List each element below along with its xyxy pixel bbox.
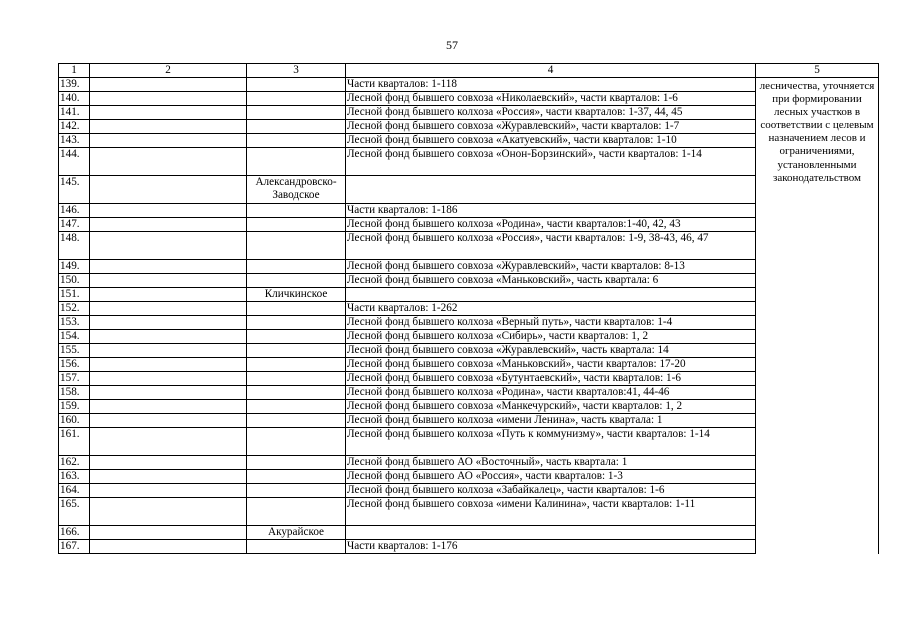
- column-header: 3: [247, 64, 346, 78]
- description-cell: Лесной фонд бывшего совхоза «Журавлевский», части кварталов: 8-13: [346, 260, 756, 274]
- table-row: [59, 78, 879, 92]
- description-cell: Лесной фонд бывшего колхоза «Россия», части кварталов: 1-9, 38-43, 46, 47: [346, 232, 756, 260]
- district-cell: [247, 274, 346, 288]
- district-cell: [247, 400, 346, 414]
- cell-col2: [90, 176, 247, 204]
- district-cell: Кличкинское: [247, 288, 346, 302]
- page-number: 57: [446, 38, 458, 52]
- district-cell: [247, 316, 346, 330]
- district-cell: Александровско-Заводское: [247, 176, 346, 204]
- cell-col2: [90, 204, 247, 218]
- cell-col2: [90, 330, 247, 344]
- row-number-cell: 162.: [59, 456, 90, 470]
- cell-col2: [90, 78, 247, 92]
- district-cell: [247, 372, 346, 386]
- cell-col2: [90, 288, 247, 302]
- description-cell: Лесной фонд бывшего колхоза «Родина», части кварталов:41, 44-46: [346, 386, 756, 400]
- row-number-cell: 145.: [59, 176, 90, 204]
- note-cell: лесничества, уточняется при формировании лесных участков в соответствии с целевым назначением лесов и ограничениями, установленными законодательством: [756, 78, 879, 554]
- description-cell: Лесной фонд бывшего колхоза «Сибирь», части кварталов: 1, 2: [346, 330, 756, 344]
- description-cell: [346, 288, 756, 302]
- cell-col2: [90, 526, 247, 540]
- row-number-cell: 146.: [59, 204, 90, 218]
- cell-col2: [90, 106, 247, 120]
- district-cell: [247, 386, 346, 400]
- description-cell: Части кварталов: 1-118: [346, 78, 756, 92]
- row-number-cell: 151.: [59, 288, 90, 302]
- description-cell: Лесной фонд бывшего колхоза «Родина», части кварталов:1-40, 42, 43: [346, 218, 756, 232]
- row-number-cell: 155.: [59, 344, 90, 358]
- cell-col2: [90, 470, 247, 484]
- district-cell: [247, 218, 346, 232]
- district-cell: [247, 232, 346, 260]
- table-body: [59, 78, 879, 554]
- description-cell: Лесной фонд бывшего колхоза «имени Ленина», часть квартала: 1: [346, 414, 756, 428]
- description-cell: Лесной фонд бывшего совхоза «Акатуевский», части кварталов: 1-10: [346, 134, 756, 148]
- row-number-cell: 150.: [59, 274, 90, 288]
- description-cell: Лесной фонд бывшего АО «Россия», части кварталов: 1-3: [346, 470, 756, 484]
- district-cell: [247, 456, 346, 470]
- description-cell: Лесной фонд бывшего колхоза «Верный путь», части кварталов: 1-4: [346, 316, 756, 330]
- cell-col2: [90, 274, 247, 288]
- row-number-cell: 163.: [59, 470, 90, 484]
- cell-col2: [90, 498, 247, 526]
- description-cell: Лесной фонд бывшего совхоза «Маньковский», части кварталов: 17-20: [346, 358, 756, 372]
- row-number-cell: 140.: [59, 92, 90, 106]
- district-cell: [247, 302, 346, 316]
- cell-col2: [90, 358, 247, 372]
- description-cell: Лесной фонд бывшего АО «Восточный», часть квартала: 1: [346, 456, 756, 470]
- row-number-cell: 167.: [59, 540, 90, 554]
- row-number-cell: 160.: [59, 414, 90, 428]
- district-cell: [247, 470, 346, 484]
- row-number-cell: 142.: [59, 120, 90, 134]
- cell-col2: [90, 400, 247, 414]
- description-cell: Лесной фонд бывшего совхоза «Онон-Борзинский», части кварталов: 1-14: [346, 148, 756, 176]
- row-number-cell: 158.: [59, 386, 90, 400]
- row-number-cell: 144.: [59, 148, 90, 176]
- row-number-cell: 147.: [59, 218, 90, 232]
- row-number-cell: 143.: [59, 134, 90, 148]
- cell-col2: [90, 386, 247, 400]
- district-cell: [247, 358, 346, 372]
- row-number-cell: 141.: [59, 106, 90, 120]
- description-cell: Лесной фонд бывшего совхоза «Бутунтаевский», части кварталов: 1-6: [346, 372, 756, 386]
- description-cell: Лесной фонд бывшего совхоза «имени Калинина», части кварталов: 1-11: [346, 498, 756, 526]
- cell-col2: [90, 484, 247, 498]
- district-cell: [247, 498, 346, 526]
- cell-col2: [90, 414, 247, 428]
- row-number-cell: 164.: [59, 484, 90, 498]
- cell-col2: [90, 316, 247, 330]
- description-cell: Лесной фонд бывшего совхоза «Маньковский», часть квартала: 6: [346, 274, 756, 288]
- district-cell: [247, 148, 346, 176]
- cell-col2: [90, 344, 247, 358]
- district-cell: [247, 260, 346, 274]
- cell-col2: [90, 232, 247, 260]
- description-cell: Части кварталов: 1-262: [346, 302, 756, 316]
- district-cell: [247, 78, 346, 92]
- row-number-cell: 156.: [59, 358, 90, 372]
- district-cell: [247, 106, 346, 120]
- row-number-cell: 148.: [59, 232, 90, 260]
- district-cell: [247, 92, 346, 106]
- district-cell: [247, 330, 346, 344]
- cell-col2: [90, 148, 247, 176]
- row-number-cell: 165.: [59, 498, 90, 526]
- row-number-cell: 149.: [59, 260, 90, 274]
- description-cell: Части кварталов: 1-186: [346, 204, 756, 218]
- cell-col2: [90, 540, 247, 554]
- row-number-cell: 154.: [59, 330, 90, 344]
- district-cell: [247, 540, 346, 554]
- column-header: 1: [59, 64, 90, 78]
- header-row: [59, 64, 879, 78]
- description-cell: Части кварталов: 1-176: [346, 540, 756, 554]
- column-header: 5: [756, 64, 879, 78]
- cell-col2: [90, 302, 247, 316]
- description-cell: [346, 176, 756, 204]
- district-cell: [247, 428, 346, 456]
- cell-col2: [90, 120, 247, 134]
- district-cell: [247, 120, 346, 134]
- cell-col2: [90, 260, 247, 274]
- cell-col2: [90, 456, 247, 470]
- column-header: 4: [346, 64, 756, 78]
- cell-col2: [90, 134, 247, 148]
- district-cell: [247, 414, 346, 428]
- row-number-cell: 153.: [59, 316, 90, 330]
- description-cell: Лесной фонд бывшего колхоза «Путь к коммунизму», части кварталов: 1-14: [346, 428, 756, 456]
- cell-col2: [90, 372, 247, 386]
- description-cell: Лесной фонд бывшего колхоза «Россия», части кварталов: 1-37, 44, 45: [346, 106, 756, 120]
- district-cell: [247, 204, 346, 218]
- row-number-cell: 159.: [59, 400, 90, 414]
- row-number-cell: 161.: [59, 428, 90, 456]
- description-cell: Лесной фонд бывшего совхоза «Журавлевский», часть квартала: 14: [346, 344, 756, 358]
- description-cell: Лесной фонд бывшего совхоза «Журавлевский», части кварталов: 1-7: [346, 120, 756, 134]
- district-cell: [247, 344, 346, 358]
- district-cell: [247, 484, 346, 498]
- description-cell: [346, 526, 756, 540]
- description-cell: Лесной фонд бывшего совхоза «Манкечурский», части кварталов: 1, 2: [346, 400, 756, 414]
- row-number-cell: 157.: [59, 372, 90, 386]
- forest-table: [58, 63, 879, 554]
- row-number-cell: 152.: [59, 302, 90, 316]
- description-cell: Лесной фонд бывшего колхоза «Забайкалец», части кварталов: 1-6: [346, 484, 756, 498]
- column-header: 2: [90, 64, 247, 78]
- row-number-cell: 166.: [59, 526, 90, 540]
- cell-col2: [90, 92, 247, 106]
- description-cell: Лесной фонд бывшего совхоза «Николаевский», части кварталов: 1-6: [346, 92, 756, 106]
- district-cell: Акурайское: [247, 526, 346, 540]
- cell-col2: [90, 218, 247, 232]
- cell-col2: [90, 428, 247, 456]
- district-cell: [247, 134, 346, 148]
- row-number-cell: 139.: [59, 78, 90, 92]
